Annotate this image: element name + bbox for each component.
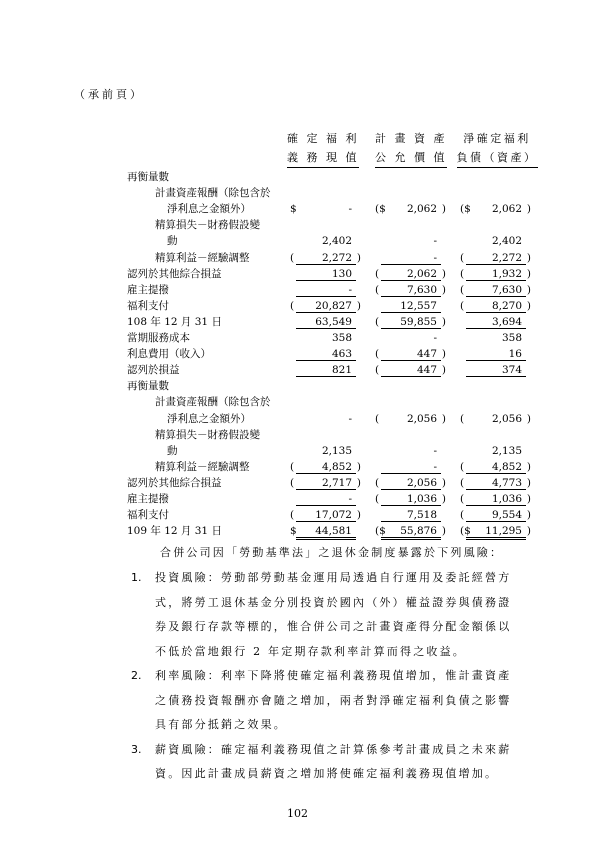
table-cell [375, 314, 446, 329]
cell-value: 2,135 [491, 444, 522, 457]
table-row [0, 298, 595, 314]
cell-suffix: ) [526, 267, 531, 280]
table-row [0, 427, 595, 443]
cell-suffix: ) [441, 348, 446, 361]
cell-value: 821 [331, 364, 352, 377]
cell-value: 63,549 [315, 315, 352, 328]
table-cell [290, 201, 356, 216]
table-cell [466, 346, 526, 361]
cell-prefix: ( [375, 348, 380, 361]
table-row [0, 394, 595, 410]
row-label: 認列於損益 [127, 364, 180, 377]
cell-value: 12,557 [400, 299, 437, 312]
cell-prefix: $ [290, 525, 297, 538]
cell-prefix: ($ [460, 525, 471, 538]
risk-line: 券及銀行存款等標的，惟合併公司之計畫資產得分配金額係以 [155, 620, 512, 633]
row-label: 動 [167, 444, 178, 457]
risk-line: 資。因此計畫成員薪資之增加將使確定福利義務現值增加。 [155, 767, 499, 780]
row-label: 淨利息之金額外） [167, 203, 251, 216]
table-row [0, 507, 595, 523]
cell-value: 1,036 [406, 493, 437, 505]
cell-suffix: ) [356, 509, 361, 522]
table-cell [296, 443, 356, 457]
row-label: 再衡量數 [127, 171, 169, 183]
column-header-line2: 負債（資產） [457, 148, 538, 168]
cell-value: 4,852 [491, 460, 522, 473]
table-cell [290, 459, 361, 474]
column-header-line1: 確 定 福 利 [287, 132, 359, 145]
cell-value: 2,402 [321, 235, 352, 248]
risk-number: 1. [131, 571, 142, 584]
table-row [0, 459, 595, 475]
cell-prefix: ( [375, 364, 380, 377]
risk-number: 3. [131, 742, 142, 756]
cell-prefix: ( [290, 251, 295, 264]
table-cell [460, 507, 531, 522]
cell-prefix: ( [460, 251, 465, 264]
cell-suffix: ) [526, 460, 531, 473]
table-row [0, 266, 595, 282]
table-cell [381, 507, 441, 522]
column-header-line2: 公 允 價 值 [375, 148, 447, 168]
cell-prefix: ( [460, 509, 465, 522]
table-row [0, 362, 595, 378]
cell-prefix: ( [375, 476, 380, 489]
row-label: 動 [167, 235, 178, 248]
cell-suffix: ) [441, 493, 446, 505]
cell-suffix: ) [441, 364, 446, 377]
cell-value: 2,272 [491, 251, 522, 264]
table-row [0, 185, 595, 201]
table-cell [381, 459, 441, 474]
cell-value: 59,855 [400, 315, 437, 328]
cell-suffix: ) [441, 476, 446, 489]
table-cell [375, 346, 446, 361]
cell-value: 358 [501, 332, 522, 344]
column-header-line1: 淨確定福利 [463, 132, 531, 145]
cell-prefix: ( [290, 476, 295, 489]
table-row [0, 411, 595, 427]
cell-suffix: ) [526, 493, 531, 505]
cell-value: 17,072 [315, 509, 352, 522]
risk-line: 之債務投資報酬亦會隨之增加，兩者對淨確定福利負債之影響 [155, 693, 512, 707]
cell-suffix: ) [526, 251, 531, 264]
cell-prefix: ( [375, 267, 380, 280]
cell-prefix: ( [375, 283, 380, 296]
cell-value: 374 [501, 364, 522, 377]
table-cell [296, 282, 356, 297]
row-label: 認列於其他綜合損益 [127, 267, 222, 280]
cell-suffix: ) [356, 460, 361, 473]
column-header [278, 129, 368, 168]
cell-value: 2,056 [491, 412, 522, 425]
cell-suffix: ) [356, 251, 361, 264]
cell-value: 2,402 [491, 235, 522, 248]
cell-prefix: ( [460, 283, 465, 296]
cell-value: 7,518 [406, 509, 437, 522]
cell-value: - [348, 493, 352, 505]
cell-suffix: ) [526, 525, 531, 538]
cell-prefix: ( [375, 315, 380, 328]
cell-prefix: ( [460, 412, 465, 425]
cell-prefix: ($ [375, 203, 386, 216]
table-cell [290, 507, 361, 522]
cell-value: 1,036 [491, 493, 522, 505]
cell-value: 44,581 [315, 525, 352, 538]
cell-value: - [348, 203, 352, 216]
table-cell [466, 330, 526, 344]
cell-suffix: ) [356, 476, 361, 489]
table-cell [296, 346, 356, 361]
table-cell [375, 282, 446, 297]
cell-suffix: ) [441, 267, 446, 280]
risk-line: 具有部分抵銷之效果。 [155, 718, 287, 731]
cell-value: 447 [416, 348, 437, 361]
cell-value: - [433, 444, 437, 457]
table-cell [460, 266, 531, 281]
table-cell [375, 362, 446, 377]
table-cell [296, 330, 356, 344]
table-cell [460, 475, 531, 490]
risk-line: 式，將勞工退休基金分別投資於國內（外）權益證券與債務證 [155, 595, 512, 609]
table-row [0, 378, 595, 394]
row-label: 108 年 12 月 31 日 [127, 315, 222, 328]
column-header [452, 129, 542, 168]
risk-number: 2. [131, 669, 142, 682]
cell-value: - [433, 460, 437, 473]
cell-prefix: ( [375, 412, 380, 425]
table-row [0, 201, 595, 217]
cell-value: 358 [331, 332, 352, 344]
cell-suffix: ) [526, 509, 531, 522]
risk-line: 利率風險：利率下降將使確定福利義務現值增加，惟計畫資產 [155, 669, 512, 682]
cell-value: 4,773 [491, 476, 522, 489]
column-header [366, 129, 456, 168]
table-row [0, 475, 595, 491]
row-label: 淨利息之金額外） [167, 412, 251, 425]
cell-prefix: ( [460, 460, 465, 473]
cell-value: 20,827 [315, 299, 352, 312]
cell-prefix: ( [290, 509, 295, 522]
table-row [0, 346, 595, 362]
cell-value: 447 [416, 364, 437, 377]
table-cell [381, 298, 441, 313]
cell-value: 463 [331, 348, 352, 361]
table-row [0, 491, 595, 507]
cell-prefix: ($ [375, 525, 386, 538]
table-cell [460, 491, 531, 506]
cell-suffix: ) [441, 525, 446, 538]
row-label: 認列於其他綜合損益 [127, 476, 222, 489]
table-cell [375, 266, 446, 281]
table-cell [296, 491, 356, 506]
cell-value: - [433, 235, 437, 248]
table-cell [460, 201, 531, 216]
cell-value: 7,630 [491, 283, 522, 296]
cell-value: 2,062 [406, 203, 437, 216]
table-cell [290, 250, 361, 265]
cell-prefix: ( [375, 493, 380, 505]
row-label: 福利支付 [127, 509, 169, 522]
table-row [0, 443, 595, 459]
table-cell [381, 250, 441, 265]
table-row [0, 282, 595, 298]
table-cell [375, 411, 446, 425]
row-label: 精算損失－財務假設變 [155, 219, 260, 232]
cell-value: - [433, 251, 437, 264]
row-label: 利息費用（收入） [127, 348, 211, 361]
cell-suffix: ) [441, 283, 446, 296]
cell-suffix: ) [441, 412, 446, 425]
row-label: 精算利益－經驗調整 [155, 460, 250, 473]
cell-value: 2,272 [321, 251, 352, 264]
cell-prefix: $ [290, 203, 297, 216]
risk-line: 投資風險：勞動部勞動基金運用局透過自行運用及委託經營方 [155, 571, 512, 584]
cell-value: 2,062 [491, 203, 522, 216]
cell-value: 7,630 [406, 283, 437, 296]
table-row [0, 169, 595, 185]
cell-value: 130 [331, 267, 352, 280]
table-cell [466, 362, 526, 377]
table-cell [296, 314, 356, 329]
table-cell [460, 282, 531, 297]
row-label: 當期服務成本 [127, 332, 190, 344]
cell-prefix: ( [290, 299, 295, 312]
table-cell [460, 411, 531, 425]
table-row [0, 217, 595, 233]
table-cell [466, 314, 526, 329]
cell-value: 2,717 [321, 476, 352, 489]
risk-line: 不低於當地銀行 2 年定期存款利率計算而得之收益。 [155, 644, 466, 658]
cell-suffix: ) [441, 203, 446, 216]
table-cell [381, 330, 441, 344]
cell-value: 2,056 [406, 412, 437, 425]
row-label: 計畫資產報酬（除包含於 [155, 396, 271, 409]
page-number: 102 [287, 807, 308, 820]
cell-suffix: ) [526, 203, 531, 216]
cell-suffix: ) [356, 299, 361, 312]
table-cell [381, 443, 441, 457]
cell-prefix: ( [460, 267, 465, 280]
table-cell [375, 475, 446, 490]
risk-line: 薪資風險：確定福利義務現值之計算係參考計畫成員之未來薪 [155, 742, 512, 756]
cell-suffix: ) [526, 283, 531, 296]
cell-prefix: ( [460, 299, 465, 312]
row-label: 109 年 12 月 31 日 [127, 525, 222, 538]
row-label: 精算利益－經驗調整 [155, 251, 250, 264]
cell-value: 2,056 [406, 476, 437, 489]
row-label: 精算損失－財務假設變 [155, 428, 260, 441]
cell-value: 55,876 [400, 525, 437, 538]
table-cell [290, 298, 361, 313]
cell-value: 3,694 [491, 315, 522, 328]
table-cell [460, 523, 531, 540]
row-label: 再衡量數 [127, 380, 169, 393]
table-row [0, 314, 595, 330]
table-cell [296, 233, 356, 247]
column-header-line2: 義 務 現 值 [287, 148, 359, 168]
cell-prefix: ( [460, 493, 465, 505]
cell-suffix: ) [526, 476, 531, 489]
table-cell [466, 443, 526, 457]
cell-value: - [348, 412, 352, 425]
cell-value: 11,295 [485, 525, 522, 538]
cell-value: 2,135 [321, 444, 352, 457]
cell-value: - [433, 332, 437, 344]
table-cell [290, 523, 356, 540]
cell-value: 8,270 [491, 299, 522, 312]
cell-prefix: ( [460, 476, 465, 489]
cell-prefix: ($ [460, 203, 471, 216]
cell-value: - [348, 283, 352, 296]
table-cell [381, 233, 441, 247]
table-row [0, 330, 595, 346]
continued-label: （承前頁） [74, 88, 144, 101]
table-cell [296, 411, 356, 425]
cell-value: 1,932 [491, 267, 522, 280]
table-cell [296, 266, 356, 281]
cell-suffix: ) [526, 299, 531, 312]
row-label: 計畫資產報酬（除包含於 [155, 187, 271, 200]
table-cell [466, 233, 526, 247]
table-cell [460, 459, 531, 474]
table-cell [296, 362, 356, 377]
table-row [0, 250, 595, 266]
cell-suffix: ) [526, 412, 531, 425]
table-row [0, 523, 595, 539]
cell-value: 9,554 [491, 509, 522, 522]
column-header-line1: 計 畫 資 產 [375, 132, 447, 145]
table-cell [375, 523, 446, 540]
cell-suffix: ) [441, 315, 446, 328]
row-label: 雇主提撥 [127, 493, 169, 505]
row-label: 福利支付 [127, 299, 169, 312]
cell-prefix: ( [290, 460, 295, 473]
table-row [0, 233, 595, 249]
table-cell [460, 250, 531, 265]
cell-value: 4,852 [321, 460, 352, 473]
risk-intro: 合併公司因「勞動基準法」之退休金制度暴露於下列風險： [160, 546, 504, 559]
table-cell [375, 201, 446, 216]
table-cell [375, 491, 446, 506]
table-cell [460, 298, 531, 313]
table-cell [290, 475, 361, 490]
row-label: 雇主提撥 [127, 283, 169, 296]
cell-value: 2,062 [406, 267, 437, 280]
cell-value: 16 [508, 348, 522, 361]
